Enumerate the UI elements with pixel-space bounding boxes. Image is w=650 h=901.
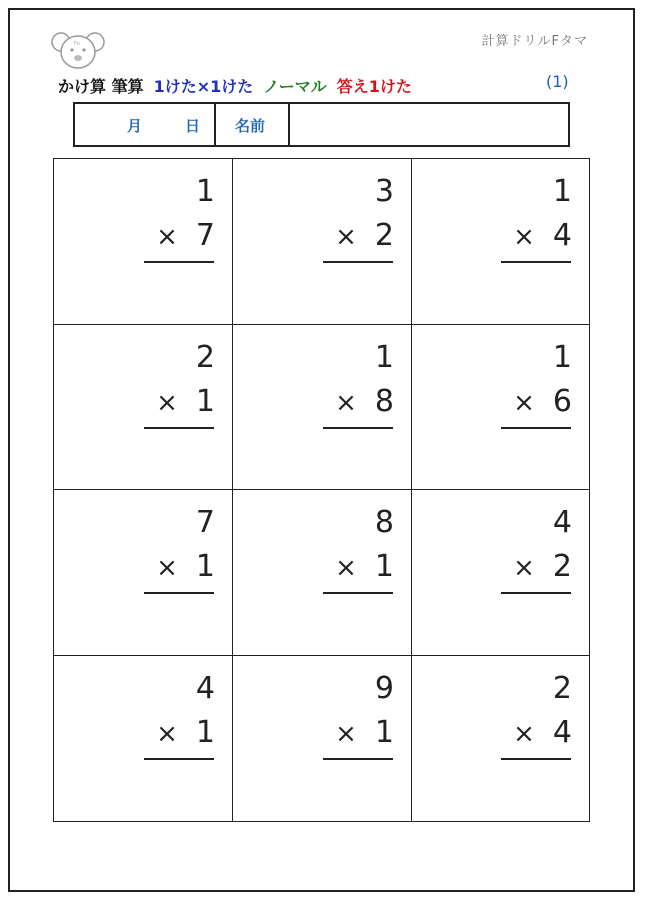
multiplicand: 1 [374,339,394,375]
times-sign: × [335,387,357,418]
times-sign: × [513,222,535,252]
multiplicand: 7 [195,505,215,540]
times-sign: × [156,718,178,749]
multiplicand: 2 [552,670,572,706]
multiplier: 2 [374,218,394,253]
multiplier-row [513,383,572,419]
multiplier-row [335,383,394,419]
name-field[interactable] [290,104,568,145]
multiplier-row [335,549,394,584]
problem-cell[interactable] [54,159,233,325]
worksheet-title [58,74,422,97]
svg-text:Fo: Fo [74,41,80,47]
month-label: 月 [127,117,143,135]
name-date-box [73,102,570,147]
answer-line [144,758,214,760]
name-label: 名前 [216,104,290,145]
problem-cell[interactable] [233,159,412,325]
multiplier-row [156,549,215,584]
multiplicand: 1 [552,174,572,209]
day-label: 日 [185,117,201,135]
answer-line [501,261,571,263]
multiplier-row [513,549,572,584]
multiplier: 1 [195,549,215,584]
answer-line [323,261,393,263]
multiplier: 1 [195,714,215,750]
multiplicand: 4 [195,670,215,706]
title-part: かけ算 筆算 [58,77,144,96]
multiplier: 1 [195,383,215,419]
answer-line [501,592,571,594]
problem-cell[interactable] [233,325,412,491]
problem-cell[interactable] [233,656,412,822]
brand-label: 計算ドリルFタマ [481,34,588,49]
date-field[interactable] [75,104,216,145]
times-sign: × [513,553,535,583]
title-part: ノーマル [263,77,327,96]
answer-line [144,592,214,594]
multiplicand: 8 [374,505,394,540]
page-number: (1) [546,72,569,91]
multiplier-row [156,383,215,419]
multiplier-row [335,218,394,253]
times-sign: × [335,553,357,583]
multiplier: 8 [374,383,394,419]
answer-line [144,261,214,263]
koala-logo-icon [50,28,106,72]
problem-cell[interactable] [412,490,589,656]
multiplicand: 3 [374,174,394,209]
problem-cell[interactable] [233,490,412,656]
problem-cell[interactable] [412,325,589,491]
multiplier-row [513,714,572,750]
problem-cell[interactable] [54,325,233,491]
multiplicand: 1 [552,339,572,375]
answer-line [323,758,393,760]
multiplier: 4 [552,714,572,750]
problem-cell[interactable] [54,656,233,822]
multiplier-row [335,714,394,750]
answer-line [501,427,571,429]
title-part: 1けた×1けた [153,77,254,96]
multiplier: 1 [374,549,394,584]
answer-line [323,427,393,429]
multiplicand: 4 [552,505,572,540]
answer-line [501,758,571,760]
multiplier: 1 [374,714,394,750]
times-sign: × [156,387,178,418]
problem-grid [53,158,590,822]
times-sign: × [335,718,357,749]
title-part: 答え1けた [336,77,412,96]
multiplier: 6 [552,383,572,419]
multiplier-row [513,218,572,253]
problem-cell[interactable] [412,159,589,325]
times-sign: × [513,718,535,749]
problem-cell[interactable] [54,490,233,656]
multiplier-row [156,218,215,253]
answer-line [323,592,393,594]
times-sign: × [513,387,535,418]
multiplier-row [156,714,215,750]
multiplier: 7 [195,218,215,253]
multiplicand: 9 [374,670,394,706]
times-sign: × [156,222,178,252]
problem-cell[interactable] [412,656,589,822]
multiplier: 2 [552,549,572,584]
multiplier: 4 [552,218,572,253]
multiplicand: 2 [195,339,215,375]
multiplicand: 1 [195,174,215,209]
times-sign: × [156,553,178,583]
answer-line [144,427,214,429]
times-sign: × [335,222,357,252]
